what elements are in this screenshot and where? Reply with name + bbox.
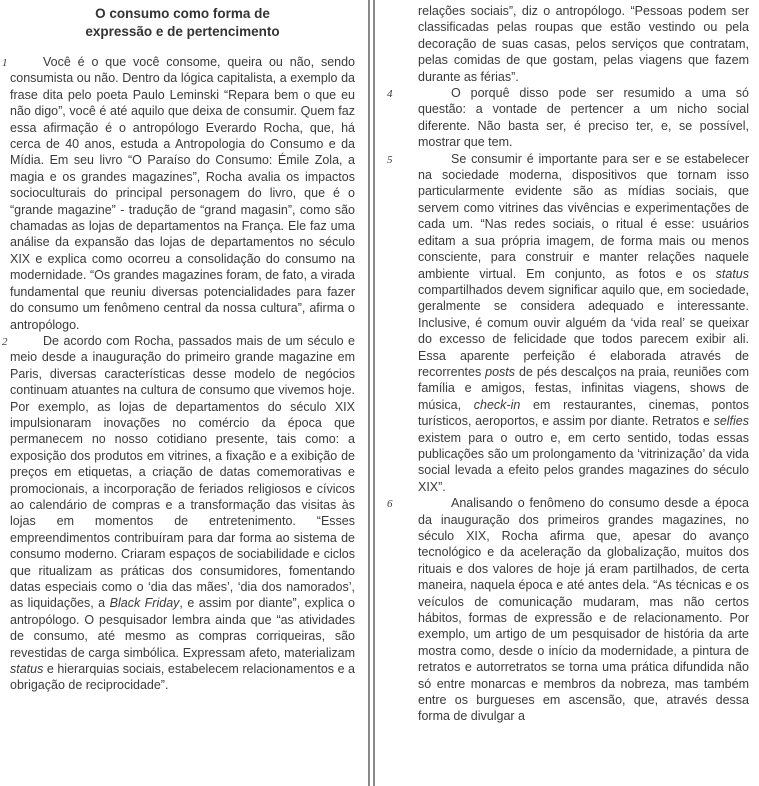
paragraph-6 xyxy=(387,495,749,725)
text-segment: relações sociais”, diz o antropólogo. “Pessoas podem ser classificadas pelas roupas que estão vestindo ou pela decoração de suas casas, pelos serviços que contratam, pelas comidas de que gostam, pelas viagens que fazem durante as férias”. xyxy=(418,4,749,84)
column-separator-line xyxy=(368,0,375,786)
text-segment: Se consumir é importante para ser e se estabelecer na sociedade moderna, dispositivos que tornam isso particularmente evidente são as mídias sociais, que servem como vitrines das vivências e experimentações de cada um. “Nas redes sociais, o ritual é esse: usuários editam a sua própria imagem, de forma mais ou menos consciente, para construir e manter relações naquele ambiente virtual. Em conjunto, as fotos e os xyxy=(418,151,749,281)
left-column xyxy=(2,3,355,694)
text-segment: Você é o que você consome, queira ou não, sendo consumista ou não. Dentro da lógica capitalista, a exemplo da frase dita pelo poeta Paulo Leminski “Repara bem o que eu não digo”, você é até aquilo que deixa de consumir. Quem faz essa afirmação é o antropólogo Everardo Rocha, que, há cerca de 40 anos, estuda a Antropologia do Consumo e da Mídia. Em seu livro “O Paraíso do Consumo: Émile Zola, a magia e os grandes magazines”, Rocha avalia os impactos socioculturais do principal personagem do livro, que é o “grande magazine” - tradução de “grand magasin”, como são chamadas as lojas de departamentos na França. Ele faz uma análise da expansão das lojas de departamentos no século XIX e explica como ocorreu a consolidação do consumo na modernidade. “Os grandes magazines foram, de fato, a virada fundamental que reuniu diversas potencialidades para fazer do consumo um fenômeno central da nossa cultura”, afirma o antropólogo. xyxy=(10,55,355,332)
paragraph-number: 6 xyxy=(387,498,393,511)
italic-text-segment: status xyxy=(10,662,44,677)
italic-text-segment: status xyxy=(715,266,749,281)
paragraph-number: 2 xyxy=(2,335,8,348)
paragraph-text xyxy=(10,54,355,333)
paragraph-number: 4 xyxy=(387,88,393,101)
italic-text-segment: selfies xyxy=(713,414,749,429)
document-title xyxy=(2,5,355,40)
text-segment: de pés descalços na praia, reuniões com família e amigos, festas, infinitas viagens, shows de música, xyxy=(418,364,749,412)
paragraph-text xyxy=(418,85,749,151)
text-segment: compartilhados devem significar aquilo que, em sociedade, geralmente se considera adequado e interessante. Inclusive, é comum ouvir alguém da ‘vida real’ se queixar do excesso de felicidade que todos parecem exibir ali. Essa aparente perfeição é elaborada através de recorrentes xyxy=(418,282,749,379)
paragraph-text xyxy=(418,495,749,725)
paragraph-text xyxy=(10,333,355,694)
paragraph-1 xyxy=(2,54,355,333)
paragraph-5 xyxy=(387,151,749,496)
paragraph-2 xyxy=(2,333,355,694)
paragraph-4 xyxy=(387,85,749,151)
text-segment: existem para o outro e, em certo sentido, todas essas publicações são um prolongamento da ‘vitrinização’ da vida social levada a efeito pelos grandes magazines do século XIX”. xyxy=(418,430,749,494)
text-segment: em restaurantes, cinemas, pontos turísticos, aeroportos, e assim por diante. Retratos e xyxy=(418,397,750,429)
text-segment: Analisando o fenômeno do consumo desde a época da inauguração dos primeiros grandes magazines, no século XIX, Rocha afirma que, apesar do avanço tecnológico e da aceleração da globalização, muitos dos rituais e dos valores de hoje já eram partilhados, de certa maneira, naquela época e até antes dela. “As técnicas e os veículos de comunicação mudaram, mas não certos hábitos, formas de expressão e de relacionamento. Por exemplo, um artigo de um pesquisador de história da arte mostra como, desde o início da modernidade, a pintura de retratos e autorretratos se torna uma prática difundida não só entre monarcas e membros da nobreza, mas também entre os burgueses em ascensão, que, através dessa forma de divulgar a xyxy=(418,496,749,724)
italic-text-segment: posts xyxy=(485,364,516,379)
paragraph-number: 5 xyxy=(387,153,393,166)
title-line-1: O consumo como forma de xyxy=(95,6,270,21)
paragraph-number: 1 xyxy=(2,57,8,69)
right-column xyxy=(387,3,749,725)
paragraph-text xyxy=(418,3,749,85)
italic-text-segment: check-in xyxy=(473,397,521,412)
italic-text-segment: Black Friday xyxy=(109,596,180,611)
title-line-2: expressão e de pertencimento xyxy=(85,23,280,39)
text-segment: , e assim por diante”, explica o antropólogo. O pesquisador lembra ainda que “as atividades de consumo, até mesmo as compras corriqueiras, são revestidas de carga simbólica. Expressam afeto, materializam xyxy=(10,596,355,660)
paragraph-3-continuation xyxy=(387,3,749,85)
text-segment: De acordo com Rocha, passados mais de um século e meio desde a inauguração do primeiro grande magazine em Paris, diversas características desse modelo de negócios continuam atuantes na cultura de consumo que vivemos hoje. Por exemplo, as lojas de departamentos do século XIX impulsionaram inovações no comércio da época que permanecem no nosso cotidiano presente, tais como: a exposição dos produtos em vitrines, a fixação e a exibição de preços em etiquetas, a criação de datas comemorativas e promocionais, a incorporação de feriados religiosos e cívicos ao calendário de compras e a transformação das visitas às lojas em momentos de entretenimento. “Esses empreendimentos contribuíram para dar forma ao sistema de consumo moderno. Criaram espaços de sociabilidade e ciclos que ritualizam as práticas dos consumidores, fomentando datas especiais como o ‘dia das mães’, ‘dia dos namorados’, as liquidações, a xyxy=(10,333,355,611)
paragraph-text xyxy=(418,151,749,496)
text-segment: O porquê disso pode ser resumido a uma só questão: a vontade de pertencer a um nicho social diferente. Não basta ser, é preciso ter, e, se possível, mostrar que tem. xyxy=(418,86,749,150)
text-segment: e hierarquias sociais, estabelecem relacionamentos e a obrigação de reciprocidade”. xyxy=(10,662,355,693)
